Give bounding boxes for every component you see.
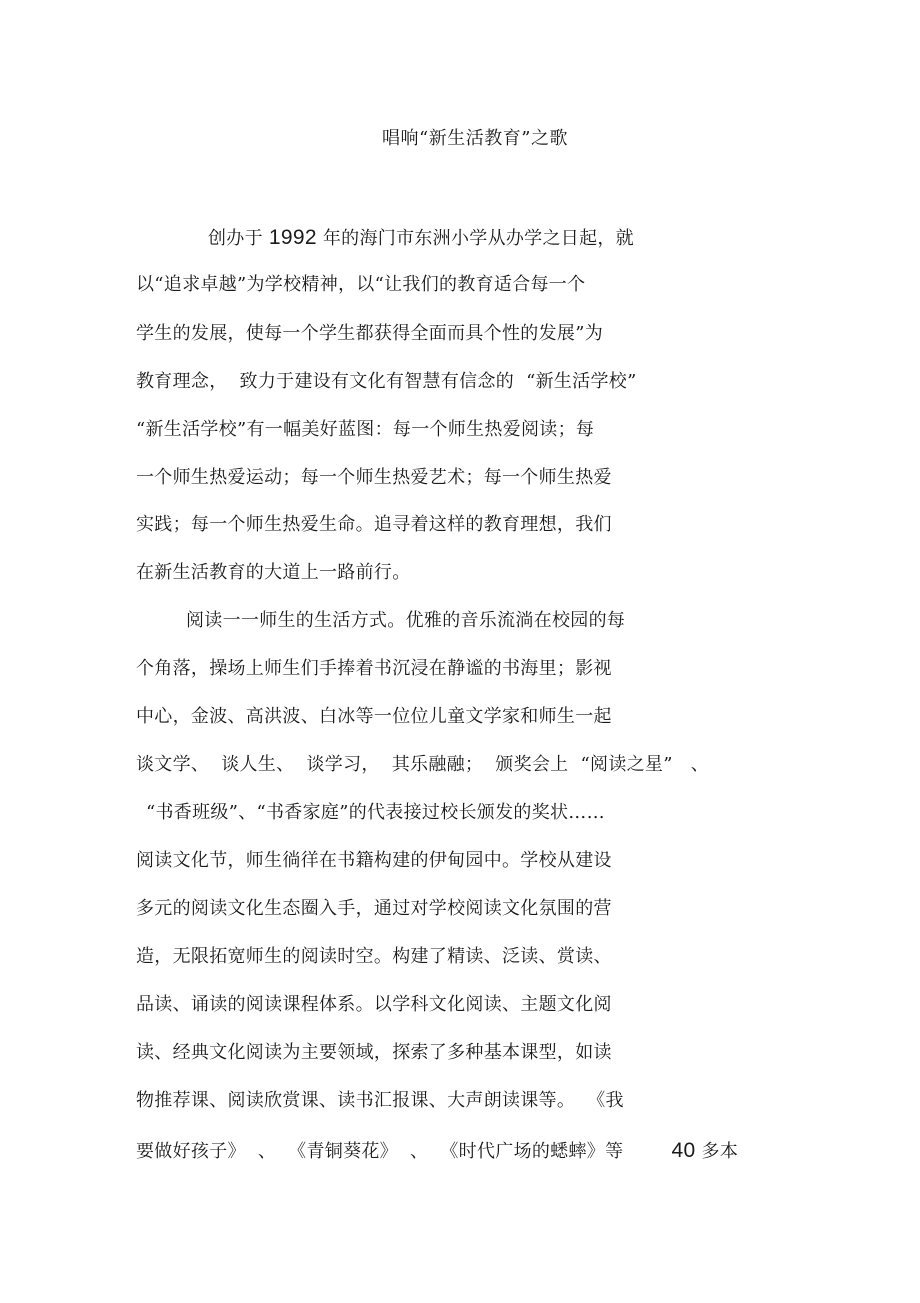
text-segment: 要做好孩子》 、 《青铜葵花》 、 《时代广场的蟋蟀》等 xyxy=(136,1141,672,1162)
paragraph-line: 在新生活教育的大道上一路前行。 xyxy=(136,562,411,583)
paragraph-line: 品读、诵读的阅读课程体系。以学科文化阅读、主题文化阅 xyxy=(136,994,612,1015)
paragraph-line: 阅读文化节，师生徜徉在书籍构建的伊甸园中。学校从建设 xyxy=(136,850,612,871)
paragraph-line: “书香班级”、“书香家庭”的代表接过校长颁发的奖状…… xyxy=(146,802,605,823)
text-segment: 多本 xyxy=(695,1141,739,1162)
count-number: 40 xyxy=(671,1139,696,1162)
document-title: 唱响“新生活教育”之歌 xyxy=(382,128,568,149)
text-segment: 创办于 xyxy=(208,228,269,249)
paragraph-line: 以“追求卓越”为学校精神，以“让我们的教育适合每一个 xyxy=(136,274,586,295)
paragraph-line: 学生的发展，使每一个学生都获得全面而具个性的发展”为 xyxy=(136,323,603,344)
paragraph-line: 中心，金波、高洪波、白冰等一位位儿童文学家和师生一起 xyxy=(136,706,612,727)
paragraph-line: “新生活学校”有一幅美好蓝图：每一个师生热爱阅读；每 xyxy=(136,419,595,440)
paragraph-line: 物推荐课、阅读欣赏课、读书汇报课、大声朗读课等。 《我 xyxy=(136,1090,624,1111)
paragraph-line: 造，无限拓宽师生的阅读时空。构建了精读、泛读、赏读、 xyxy=(136,946,612,967)
paragraph-line: 读、经典文化阅读为主要领域，探索了多种基本课型，如读 xyxy=(136,1042,612,1063)
paragraph-line: 一个师生热爱运动；每一个师生热爱艺术；每一个师生热爱 xyxy=(136,467,612,488)
paragraph-line xyxy=(136,1139,738,1164)
paragraph-line xyxy=(208,226,634,251)
paragraph-line: 谈文学、 谈人生、 谈学习， 其乐融融； 颁奖会上 “阅读之星” 、 xyxy=(136,754,710,775)
paragraph-line: 实践；每一个师生热爱生命。追寻着这样的教育理想，我们 xyxy=(136,514,612,535)
year-number: 1992 xyxy=(268,226,317,249)
paragraph-line: 个角落，操场上师生们手捧着书沉浸在静谧的书海里；影视 xyxy=(136,658,612,679)
paragraph-line: 阅读一一师生的生活方式。优雅的音乐流淌在校园的每 xyxy=(186,610,626,631)
text-segment: 年的海门市东洲小学从办学之日起，就 xyxy=(316,228,634,249)
paragraph-line: 多元的阅读文化生态圈入手，通过对学校阅读文化氛围的营 xyxy=(136,898,612,919)
paragraph-line: 教育理念， 致力于建设有文化有智慧有信念的 “新生活学校” xyxy=(136,371,637,392)
